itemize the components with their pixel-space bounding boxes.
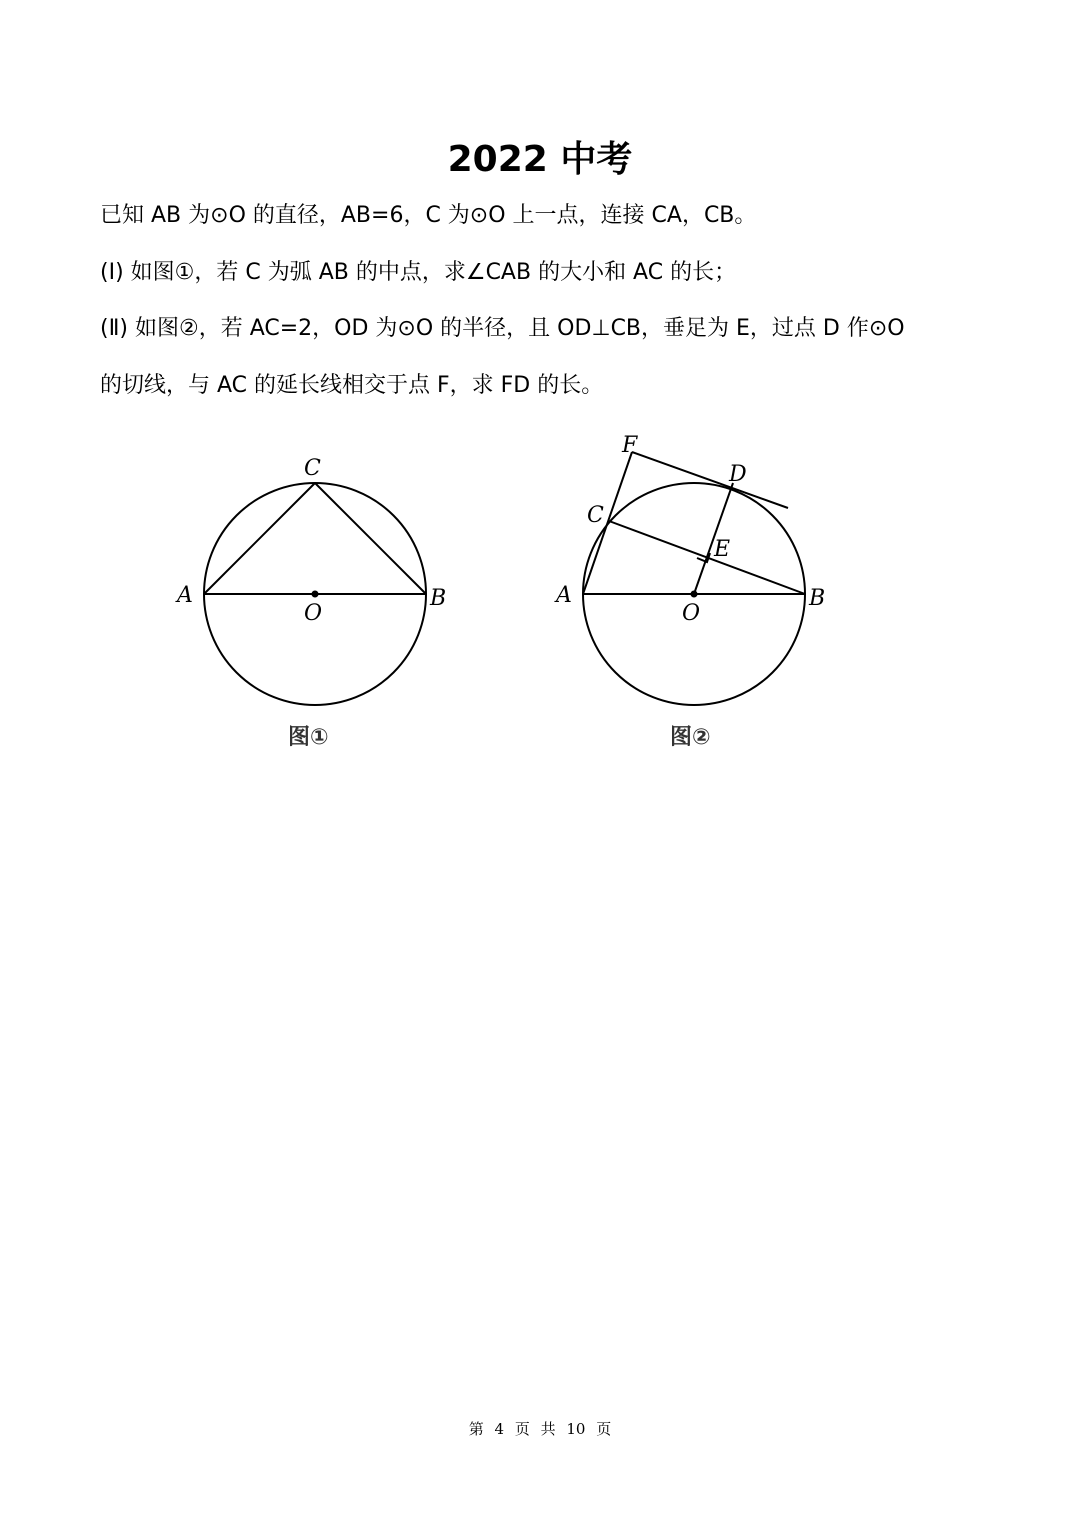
label-f: F <box>622 433 638 458</box>
label-c: C <box>304 456 321 481</box>
figure-2-caption: 图② <box>670 725 711 750</box>
center-point-o <box>312 591 319 598</box>
problem-line-4: 的切线，与 AC 的延长线相交于点 F，求 FD 的长。 <box>100 373 604 398</box>
figure-2 <box>540 430 860 760</box>
figure-1 <box>160 430 480 760</box>
center-point-o <box>691 591 698 598</box>
chord-ac <box>204 483 315 594</box>
page-footer: 第 4 页 共 10 页 <box>468 1420 612 1438</box>
label-c: C <box>587 503 604 528</box>
label-b: B <box>809 586 826 611</box>
chord-cb <box>315 483 426 594</box>
label-o: O <box>304 601 323 626</box>
label-a: A <box>556 583 572 608</box>
figure-2-diagram <box>540 430 860 760</box>
label-d: D <box>729 462 747 487</box>
tangent-fd <box>632 452 788 508</box>
label-a: A <box>177 583 193 608</box>
label-o: O <box>682 601 701 626</box>
figure-1-caption: 图① <box>288 725 329 750</box>
problem-line-2: (Ⅰ) 如图①，若 C 为弧 AB 的中点，求∠CAB 的大小和 AC 的长； <box>100 260 737 285</box>
page-title: 2022 中考 <box>447 139 633 180</box>
label-e: E <box>714 537 731 562</box>
figure-1-diagram <box>160 430 480 760</box>
problem-line-3: (Ⅱ) 如图②，若 AC=2，OD 为⊙O 的半径，且 OD⊥CB，垂足为 E，过点 D 作⊙O <box>100 316 905 341</box>
label-b: B <box>430 586 447 611</box>
problem-line-1: 已知 AB 为⊙O 的直径，AB=6，C 为⊙O 上一点，连接 CA，CB。 <box>100 203 757 228</box>
